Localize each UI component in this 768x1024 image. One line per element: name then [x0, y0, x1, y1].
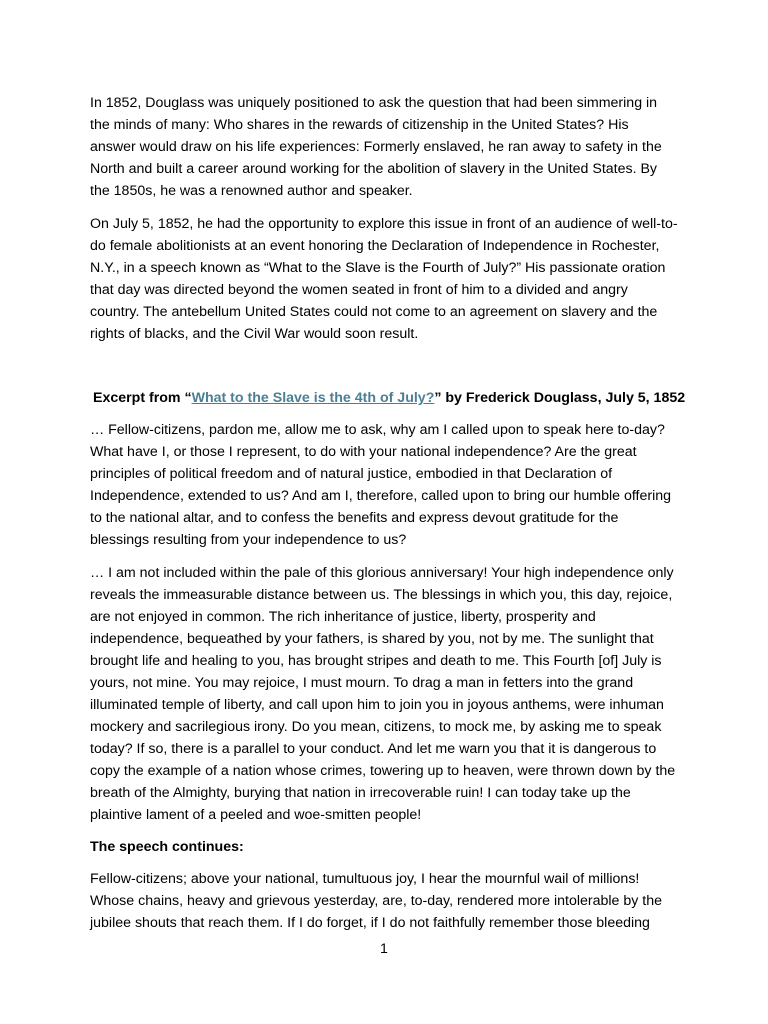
document-page — [90, 92, 686, 934]
intro-paragraph-2: On July 5, 1852, he had the opportunity to explore this issue in front of an audience of well-to-do female abolitionists at an event honoring the Declaration of Independence in Rochester, N.Y., in a speech known as “What to the Slave is the Fourth of July?” His passionate oration that day was directed beyond the women seated in front of him to a divided and angry country. The antebellum United States could not come to an agreement on slavery and the rights of blacks, and the Civil War would soon result. — [90, 216, 678, 342]
excerpt-paragraph-2: … I am not included within the pale of this glorious anniversary! Your high independence only reveals the immeasurable distance between us. The blessings in which you, this day, rejoice, are not enjoyed in common. The rich inheritance of justice, liberty, prosperity and independence, bequeathed by your fathers, is shared by you, not by me. The sunlight that brought life and healing to you, has brought stripes and death to me. This Fourth [of] July is yours, not mine. You may rejoice, I must mourn. To drag a man in fetters into the grand illuminated temple of liberty, and call upon him to join you in joyous anthems, were inhuman mockery and sacrilegious irony. Do you mean, citizens, to mock me, by asking me to speak today? If so, there is a parallel to your conduct. And let me warn you that it is dangerous to copy the example of a nation whose crimes, towering up to heaven, were thrown down by the breath of the Almighty, burying that nation in irrecoverable ruin! I can today take up the plaintive lament of a peeled and woe-smitten people! — [90, 565, 676, 823]
excerpt-heading-suffix: ” by Frederick Douglass, July 5, 1852 — [434, 390, 686, 406]
intro-paragraph-1: In 1852, Douglass was uniquely positioned to ask the question that had been simmering in the minds of many: Who shares in the rewards of citizenship in the United States? His answer would draw on his life experiences: Formerly enslaved, he ran away to safety in the North and built a career around working for the abolition of slavery in the United States. By the 1850s, he was a renowned author and speaker. — [90, 95, 662, 199]
page-number: 1 — [380, 941, 388, 957]
excerpt-heading — [90, 387, 686, 409]
excerpt-heading-prefix: Excerpt from “ — [93, 390, 192, 406]
speech-continues-heading: The speech continues: — [90, 839, 244, 855]
continues-paragraph: Fellow-citizens; above your national, tumultuous joy, I hear the mournful wail of millions! Whose chains, heavy and grievous yesterday, are, to-day, rendered more intolerable by the jubilee shouts that reach them. If I do forget, if I do not faithfully remember those bleeding — [90, 871, 663, 931]
speech-title-link[interactable]: What to the Slave is the 4th of July? — [191, 390, 435, 406]
excerpt-paragraph-1: … Fellow-citizens, pardon me, allow me to ask, why am I called upon to speak here to-day? What have I, or those I represent, to do with your national independence? Are the great principles of political freedom and of natural justice, embodied in that Declaration of Independence, extended to us? And am I, therefore, called upon to bring our humble offering to the national altar, and to confess the benefits and express devout gratitude for the blessings resulting from your independence to us? — [90, 422, 672, 548]
